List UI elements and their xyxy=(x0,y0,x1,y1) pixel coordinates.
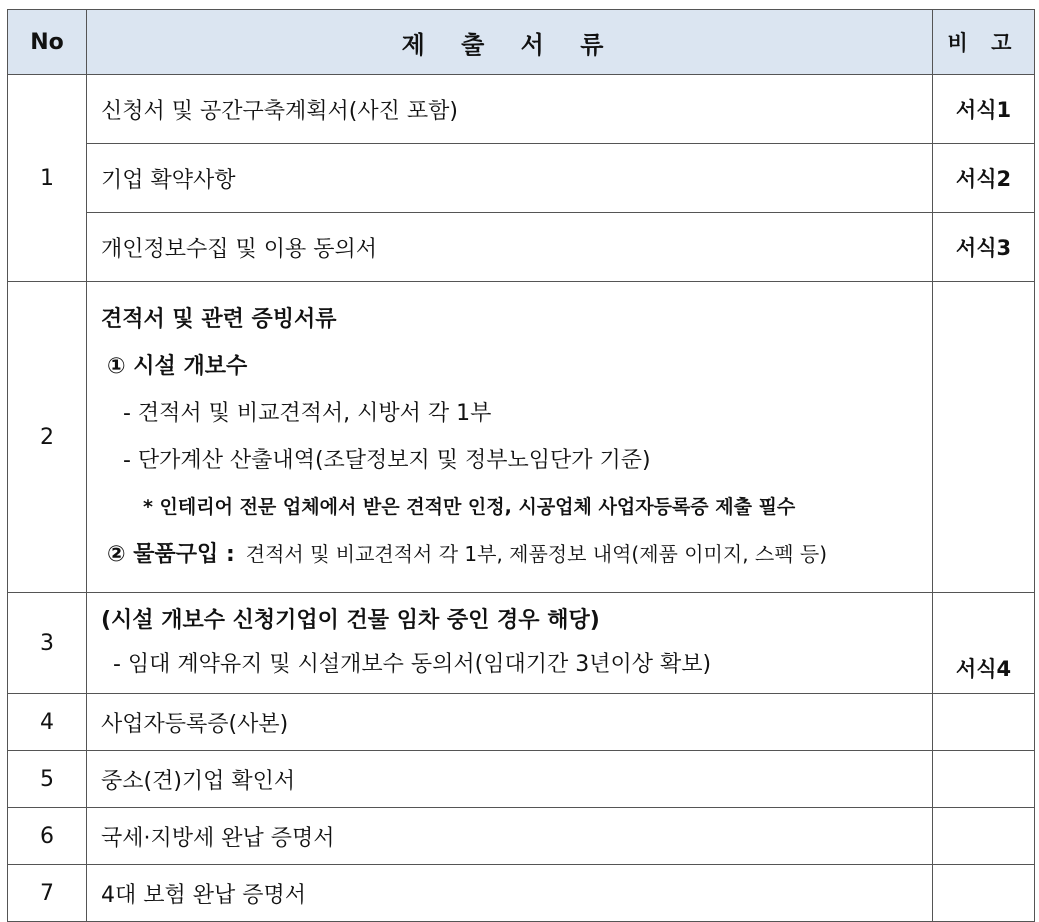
row-number: 5 xyxy=(8,751,87,808)
row-number: 6 xyxy=(8,808,87,865)
row-number: 4 xyxy=(8,694,87,751)
document-cell xyxy=(87,282,933,593)
form-note xyxy=(933,865,1035,922)
document-cell xyxy=(87,593,933,694)
facility-repair-item: - 견적서 및 비교견적서, 시방서 각 1부 xyxy=(123,401,492,426)
document-cell: 중소(견)기업 확인서 xyxy=(87,751,933,808)
header-row xyxy=(8,10,1035,75)
row-number: 3 xyxy=(8,593,87,694)
estimate-title: 견적서 및 관련 증빙서류 xyxy=(101,307,337,332)
form-note: 서식4 xyxy=(933,593,1035,694)
purchase-text: 견적서 및 비교견적서 각 1부, 제품정보 내역(제품 이미지, 스펙 등) xyxy=(245,542,828,566)
table-row xyxy=(8,144,1035,213)
form-note: 서식1 xyxy=(933,75,1035,144)
form-note: 서식3 xyxy=(933,213,1035,282)
document-cell: 신청서 및 공간구축계획서(사진 포함) xyxy=(87,75,933,144)
document-cell: 사업자등록증(사본) xyxy=(87,694,933,751)
purchase-line xyxy=(101,531,932,578)
table-row xyxy=(8,213,1035,282)
header-documents: 제 출 서 류 xyxy=(87,10,933,75)
document-cell: 국세·지방세 완납 증명서 xyxy=(87,808,933,865)
form-note xyxy=(933,694,1035,751)
document-cell: 4대 보험 완납 증명서 xyxy=(87,865,933,922)
purchase-label: ② 물품구입 : xyxy=(107,542,235,567)
table-row xyxy=(8,751,1035,808)
form-note xyxy=(933,282,1035,593)
table-row xyxy=(8,75,1035,144)
table-row xyxy=(8,808,1035,865)
table-row xyxy=(8,694,1035,751)
table-row xyxy=(8,282,1035,593)
document-cell: 개인정보수집 및 이용 동의서 xyxy=(87,213,933,282)
facility-repair-item: - 단가계산 산출내역(조달정보지 및 정부노임단가 기준) xyxy=(123,448,651,473)
row-number: 2 xyxy=(8,282,87,593)
table-row xyxy=(8,865,1035,922)
form-note xyxy=(933,751,1035,808)
facility-repair-title: ① 시설 개보수 xyxy=(107,354,248,379)
documents-table xyxy=(7,9,1035,922)
facility-repair-note: * 인테리어 전문 업체에서 받은 견적만 인정, 시공업체 사업자등록증 제출 필수 xyxy=(143,496,796,518)
form-note: 서식2 xyxy=(933,144,1035,213)
row-number: 1 xyxy=(8,75,87,282)
lease-condition: (시설 개보수 신청기업이 건물 임차 중인 경우 해당) xyxy=(101,608,600,633)
row-number: 7 xyxy=(8,865,87,922)
form-note xyxy=(933,808,1035,865)
lease-item: - 임대 계약유지 및 시설개보수 동의서(임대기간 3년이상 확보) xyxy=(113,652,712,677)
header-note: 비 고 xyxy=(933,10,1035,75)
document-cell: 기업 확약사항 xyxy=(87,144,933,213)
header-no: No xyxy=(8,10,87,75)
table-row xyxy=(8,593,1035,694)
